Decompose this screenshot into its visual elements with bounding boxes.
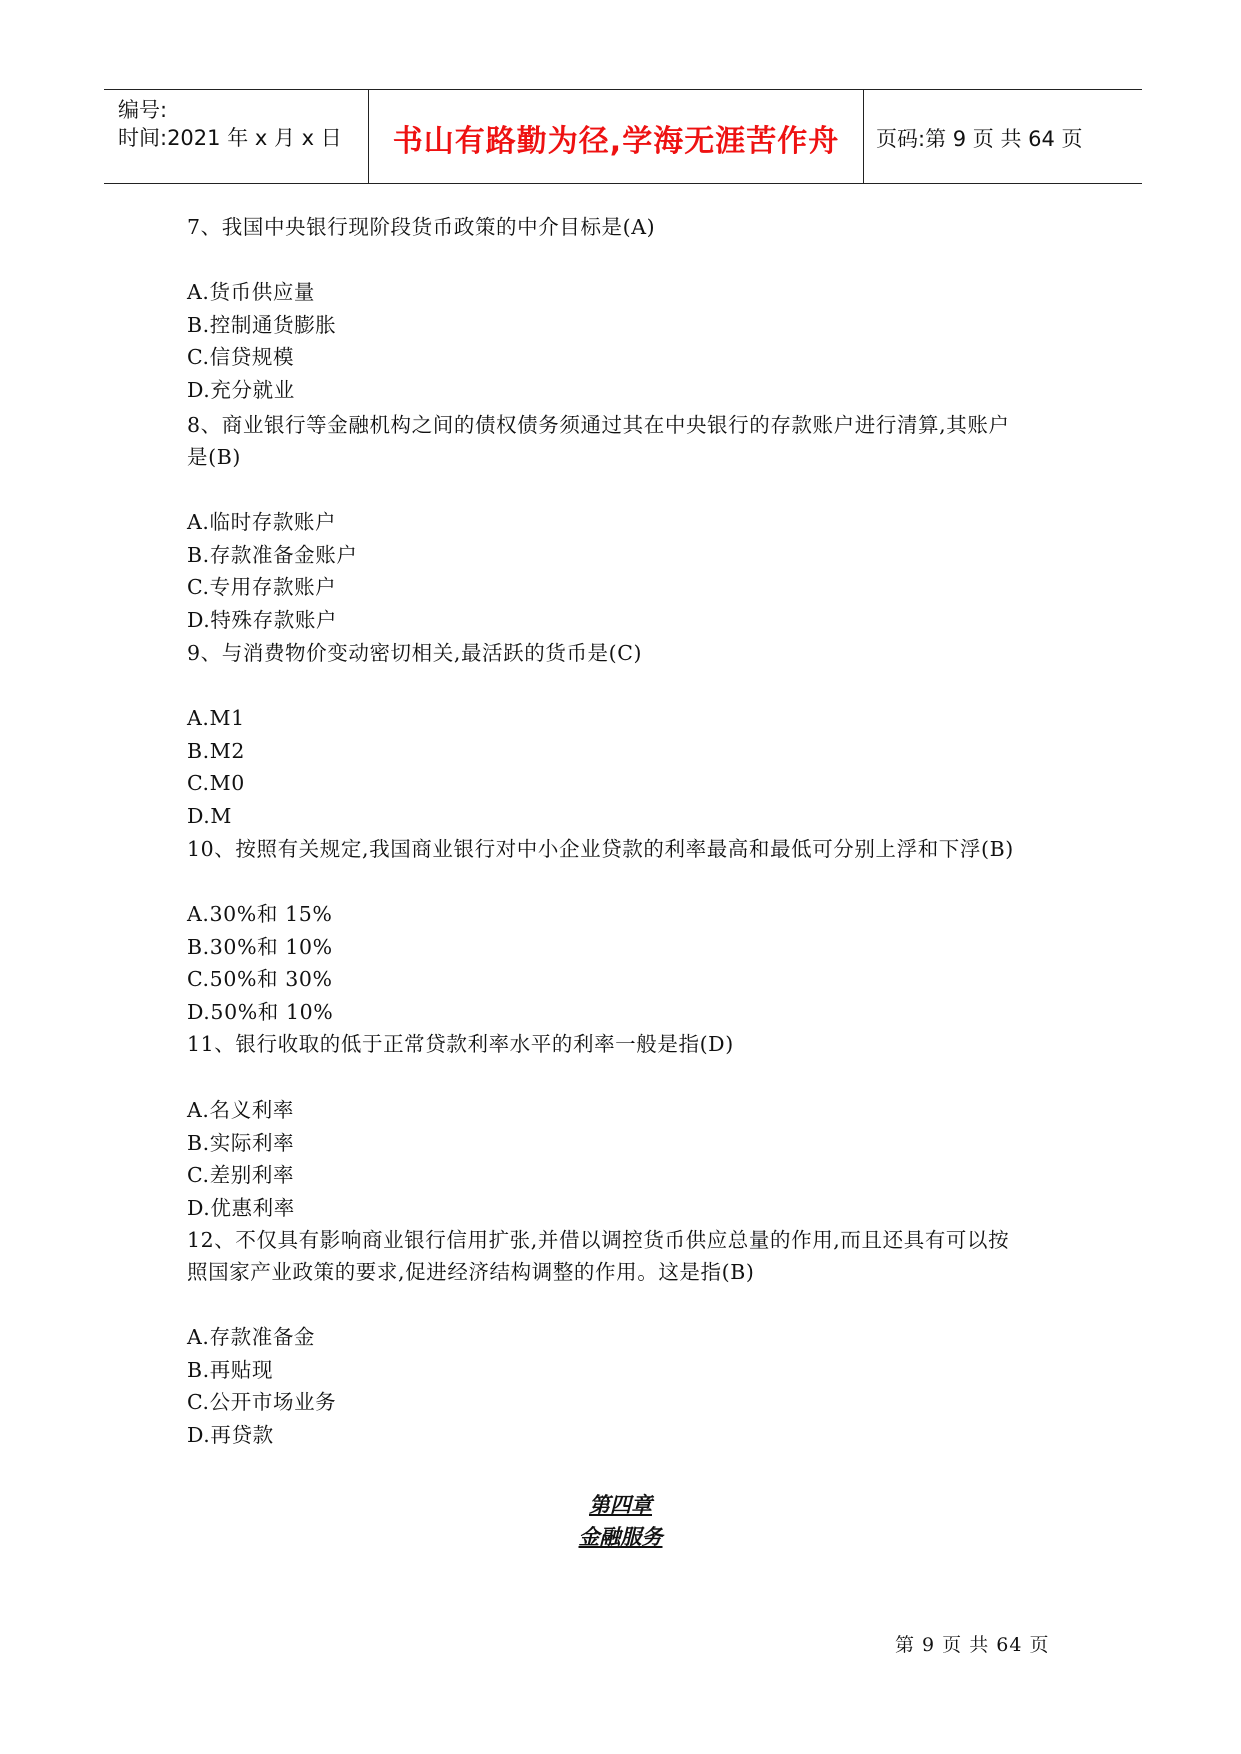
question-stem-line: 是(B) bbox=[187, 445, 241, 469]
page-header bbox=[104, 89, 1142, 184]
motto-text: 书山有路勤为径,学海无涯苦作舟 bbox=[392, 124, 840, 159]
question-stem-line: 7、我国中央银行现阶段货币政策的中介目标是(A) bbox=[187, 215, 656, 239]
question-stem-line: 11、银行收取的低于正常贷款利率水平的利率一般是指(D) bbox=[187, 1032, 734, 1056]
answer-option: C.差别利率 bbox=[187, 1163, 295, 1187]
answer-option: B.存款准备金账户 bbox=[187, 542, 358, 567]
answer-option: C.专用存款账户 bbox=[187, 575, 337, 599]
document-time-label: 时间:2021 年 x 月 x 日 bbox=[118, 126, 342, 150]
answer-option: D.再贷款 bbox=[187, 1422, 274, 1447]
answer-option: D.50%和 10% bbox=[187, 999, 334, 1024]
answer-option: A.货币供应量 bbox=[187, 280, 316, 304]
header-page-cell bbox=[864, 90, 1142, 183]
answer-option: A.存款准备金 bbox=[187, 1325, 316, 1349]
answer-option: D.特殊存款账户 bbox=[187, 607, 338, 632]
answer-option: A.30%和 15% bbox=[187, 902, 333, 926]
header-meta-cell bbox=[104, 90, 369, 183]
question-stem-line: 12、不仅具有影响商业银行信用扩张,并借以调控货币供应总量的作用,而且还具有可以按 bbox=[187, 1228, 1010, 1252]
answer-option: B.控制通货膨胀 bbox=[187, 312, 337, 337]
chapter-number: 第四章 bbox=[589, 1493, 652, 1517]
answer-option: B.再贴现 bbox=[187, 1357, 274, 1382]
answer-option: D.M bbox=[187, 803, 233, 828]
answer-option: B.30%和 10% bbox=[187, 934, 333, 959]
question-stem-line: 9、与消费物价变动密切相关,最活跃的货币是(C) bbox=[187, 641, 643, 665]
answer-option: A.名义利率 bbox=[187, 1098, 294, 1122]
answer-option: C.信贷规模 bbox=[187, 345, 295, 369]
answer-option: C.公开市场业务 bbox=[187, 1390, 337, 1414]
answer-option: A.临时存款账户 bbox=[187, 510, 337, 534]
answer-option: C.M0 bbox=[187, 771, 245, 795]
header-motto-cell bbox=[369, 90, 864, 183]
question-stem-line: 8、商业银行等金融机构之间的债权债务须通过其在中央银行的存款账户进行清算,其账户 bbox=[187, 413, 1010, 437]
answer-option: D.充分就业 bbox=[187, 377, 295, 402]
chapter-title: 金融服务 bbox=[578, 1525, 663, 1549]
answer-option: B.实际利率 bbox=[187, 1130, 295, 1155]
question-stem-line: 照国家产业政策的要求,促进经济结构调整的作用。这是指(B) bbox=[187, 1260, 755, 1284]
answer-option: C.50%和 30% bbox=[187, 967, 333, 991]
question-stem-line: 10、按照有关规定,我国商业银行对中小企业贷款的利率最高和最低可分别上浮和下浮(B) bbox=[187, 837, 1014, 861]
document-number-label: 编号: bbox=[118, 98, 168, 122]
page-footer: 第 9 页 共 64 页 bbox=[895, 1634, 1050, 1656]
answer-option: D.优惠利率 bbox=[187, 1195, 295, 1220]
answer-option: B.M2 bbox=[187, 738, 246, 763]
answer-option: A.M1 bbox=[187, 706, 245, 730]
header-page-code: 页码:第 9 页 共 64 页 bbox=[876, 127, 1083, 151]
